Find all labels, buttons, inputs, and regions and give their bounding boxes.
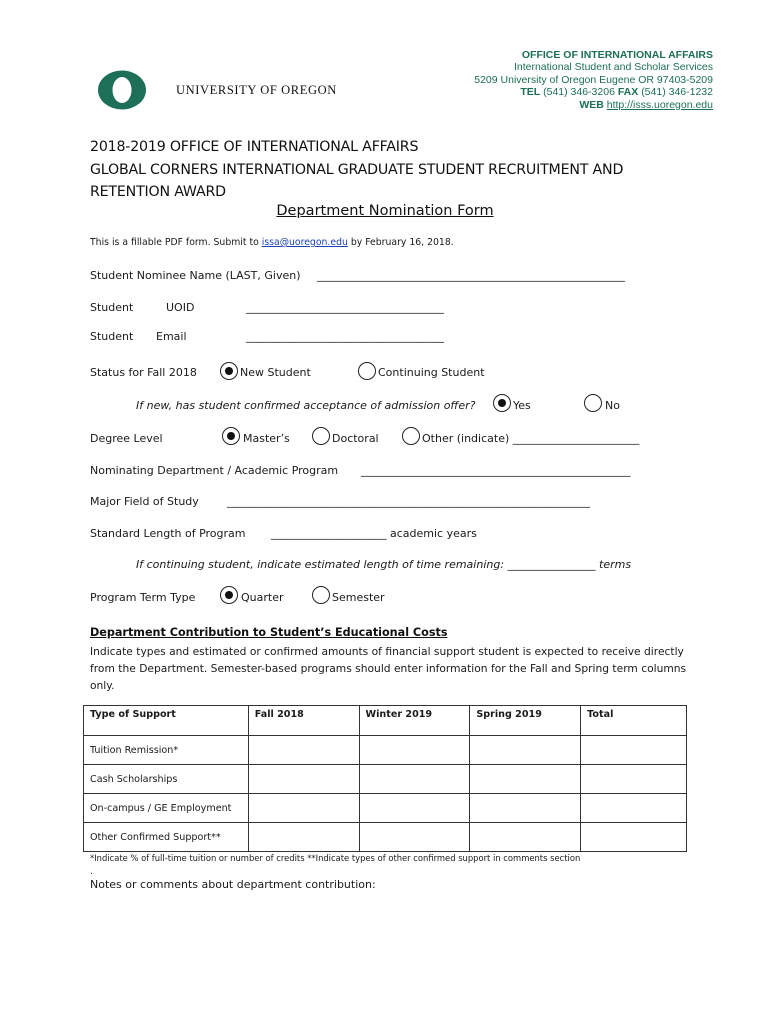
notes-label: Notes or comments about department contribution: xyxy=(90,878,376,891)
uoid-label-2: UOID xyxy=(166,301,195,314)
footnote-dot: . xyxy=(90,866,93,877)
degree-doctoral-label: Doctoral xyxy=(332,432,379,445)
contribution-heading: Department Contribution to Student’s Educational Costs xyxy=(90,626,448,639)
table-cell-input[interactable] xyxy=(248,765,359,794)
table-row xyxy=(84,736,687,765)
table-cell-input[interactable] xyxy=(581,794,687,823)
email-label-2: Email xyxy=(156,330,187,343)
table-cell-input[interactable] xyxy=(470,765,581,794)
office-contact-block xyxy=(474,49,713,111)
accept-no-radio[interactable] xyxy=(584,394,602,412)
table-cell-input[interactable] xyxy=(581,736,687,765)
uo-logo-icon xyxy=(97,70,147,110)
row-label: On-campus / GE Employment xyxy=(84,794,249,823)
major-label: Major Field of Study xyxy=(90,495,199,508)
acceptance-question: If new, has student confirmed acceptance of admission offer? xyxy=(136,399,476,412)
nominee-name-field[interactable]: ________________________________________________________ xyxy=(317,269,625,282)
table-cell-input[interactable] xyxy=(359,823,470,852)
accept-no-label: No xyxy=(605,399,620,412)
table-cell-input[interactable] xyxy=(248,736,359,765)
program-length-label: Standard Length of Program xyxy=(90,527,246,540)
service-name: International Student and Scholar Services xyxy=(513,61,713,74)
status-new-label: New Student xyxy=(240,366,311,379)
support-table xyxy=(83,705,687,852)
submit-email-link[interactable]: issa@uoregon.edu xyxy=(261,237,348,248)
column-header: Type of Support xyxy=(84,706,249,736)
department-field[interactable]: _________________________________________________ xyxy=(361,464,631,477)
degree-masters-label: Master’s xyxy=(243,432,290,445)
major-field[interactable]: __________________________________________________________________ xyxy=(227,495,590,508)
department-label: Nominating Department / Academic Program xyxy=(90,464,339,477)
remaining-question: If continuing student, indicate estimated length of time remaining: ________________ terms xyxy=(136,558,632,571)
degree-other-field[interactable]: Other (indicate) _______________________ xyxy=(422,432,640,445)
email-label: Student xyxy=(90,330,134,343)
table-cell-input[interactable] xyxy=(248,823,359,852)
intro-text: This is a fillable PDF form. Submit to issa@uoregon.edu by February 16, 2018. xyxy=(90,237,454,248)
degree-doctoral-radio[interactable] xyxy=(312,427,330,445)
table-cell-input[interactable] xyxy=(581,823,687,852)
status-continuing-label: Continuing Student xyxy=(378,366,485,379)
accept-yes-radio[interactable] xyxy=(493,394,511,412)
form-subtitle: Department Nomination Form xyxy=(276,203,494,219)
table-cell-input[interactable] xyxy=(581,765,687,794)
accept-yes-label: Yes xyxy=(513,399,531,412)
office-address: 5209 University of Oregon Eugene OR 97403-5209 xyxy=(474,73,713,86)
table-cell-input[interactable] xyxy=(359,736,470,765)
remaining-field[interactable]: ________________ xyxy=(507,558,596,571)
table-cell-input[interactable] xyxy=(470,794,581,823)
column-header: Total xyxy=(581,706,687,736)
term-quarter-radio[interactable] xyxy=(220,586,238,604)
email-field[interactable]: ____________________________________ xyxy=(246,330,444,343)
term-type-label: Program Term Type xyxy=(90,591,196,604)
table-cell-input[interactable] xyxy=(248,794,359,823)
table-row xyxy=(84,823,687,852)
table-cell-input[interactable] xyxy=(470,736,581,765)
uoid-label: Student xyxy=(90,301,134,314)
row-label: Other Confirmed Support** xyxy=(84,823,249,852)
column-header: Fall 2018 xyxy=(248,706,359,736)
table-cell-input[interactable] xyxy=(359,765,470,794)
status-label: Status for Fall 2018 xyxy=(90,366,197,379)
office-name: OFFICE OF INTERNATIONAL AFFAIRS xyxy=(521,49,713,61)
column-header: Winter 2019 xyxy=(359,706,470,736)
table-row xyxy=(84,794,687,823)
table-footnote: *Indicate % of full-time tuition or number of credits **Indicate types of other confirmed support in comments section xyxy=(90,853,581,863)
term-semester-label: Semester xyxy=(332,591,385,604)
status-continuing-radio[interactable] xyxy=(358,362,376,380)
website-link[interactable]: http://isss.uoregon.edu xyxy=(606,98,713,111)
university-name: UNIVERSITY OF OREGON xyxy=(176,83,337,97)
program-length-field[interactable]: _____________________ academic years xyxy=(271,527,477,540)
status-new-radio[interactable] xyxy=(220,362,238,380)
row-label: Cash Scholarships xyxy=(84,765,249,794)
table-cell-input[interactable] xyxy=(359,794,470,823)
degree-masters-radio[interactable] xyxy=(222,427,240,445)
degree-other-radio[interactable] xyxy=(402,427,420,445)
table-cell-input[interactable] xyxy=(470,823,581,852)
row-label: Tuition Remission* xyxy=(84,736,249,765)
term-quarter-label: Quarter xyxy=(241,591,284,604)
degree-label: Degree Level xyxy=(90,432,163,445)
term-semester-radio[interactable] xyxy=(312,586,330,604)
web-line: WEB http://isss.uoregon.edu xyxy=(579,98,713,111)
table-header-row xyxy=(84,706,687,736)
form-title: 2018-2019 OFFICE OF INTERNATIONAL AFFAIRS GLOBAL CORNERS INTERNATIONAL GRADUATE STUDENT RECRUITMENT AND RETENTION AWARD xyxy=(90,139,624,200)
table-row xyxy=(84,765,687,794)
column-header: Spring 2019 xyxy=(470,706,581,736)
contribution-paragraph: Indicate types and estimated or confirmed amounts of financial support student is expected to receive directly from the Department. Semester-based programs should enter information for the Fall and Spring term columns only. xyxy=(90,645,687,692)
phone-line: TEL (541) 346-3206 FAX (541) 346-1232 xyxy=(520,86,713,99)
nominee-label: Student Nominee Name (LAST, Given) xyxy=(90,269,301,282)
uoid-field[interactable]: ____________________________________ xyxy=(246,301,444,314)
